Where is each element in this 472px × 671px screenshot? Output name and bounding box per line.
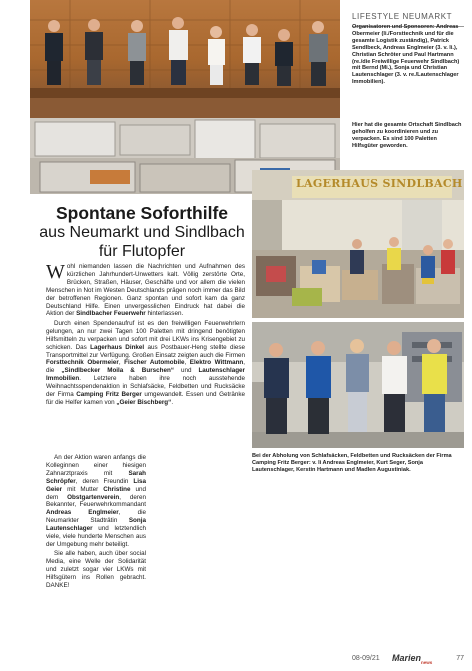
photo-group-pickup (252, 322, 464, 448)
article-body (46, 263, 245, 409)
footer (352, 653, 466, 665)
footer-page-number: 77 (456, 655, 464, 662)
hall-sign-text: LAGERHAUS SINDLBACH (296, 177, 463, 190)
caption-pickup: Bei der Abholung von Schlafsäcken, Feldbetten und Rucksäcken der Firma Camping Fritz Berger: v. li Andreas Englmeier, Kurt Seger, Sonja Lautenschlager, Kerstin Hartmann und Madlen Augustiniak. (252, 453, 452, 473)
photo-lagerhaus-hall (252, 170, 464, 318)
footer-brand: Marien$_{news}$ (392, 653, 433, 665)
drop-cap: W (46, 261, 65, 283)
photo-hall-graphic (252, 170, 464, 318)
caption-organisers: Organisatoren und Sponsoren: Andreas Obermeier (li./Forsttechnik und für die gesamte Logistik zuständig), Patrick Sendlbeck, Andreas Englmeier (3. v. li.), Christian Schröter und Paul Hartmann (re./die Freiwillige Feuerwehr Sindlbach) mit Bernd (Mi.), Sonja und Christian Lautenschlager (3. v. re./Lautenschlager Immobilien). (352, 24, 460, 86)
headline-line-1: Spontane Soforthilfe (55, 203, 229, 223)
article-headline (36, 203, 248, 261)
article-body-narrow (46, 454, 146, 592)
headline-line-2: aus Neumarkt und Sindlbach (39, 224, 245, 241)
article-paragraph-4: Sie alle haben, auch über social Media, eine Welle der Solidarität und zuletzt sogar vier LKWs mit Hilfsgütern ins Rollen gebracht. DANKE! (46, 550, 146, 590)
article-paragraph-3: An der Aktion waren anfangs die Kolleginnen einer hiesigen Zahnarztpraxis mit Sarah Schröpfer, deren Freundin Lisa Geier mit Mutter Christine und dem Obstgartenverein, deren Bekannter, Feuerwehrkommandant Andreas Englmeier, die Neumarkter Stadträtin Sonja Lautenschlager und letztendlich viele, viele hunderte Menschen aus der Umgebung mehr beteiligt. (46, 454, 146, 548)
article-paragraph-1: Wohl niemanden lassen die Nachrichten und Aufnahmen des kürzlichen Jahrhundert-Unwetters kalt. Völlig zerstörte Orte, Brücken, Straßen, Häuser, Geschäfte und vor allem die vielen Menschen in Not im Westen Deutschlands prägen noch immer das Bild der betroffenen Regionen. Ganz spontan und sofort kam da ganz Deutschland Hilfe. Einen unvergesslichen Eindruck hat dabei die Aktion der Sindlbacher Feuerwehr hinterlassen. (46, 261, 245, 318)
section-title: LIFESTYLE NEUMARKT (352, 12, 453, 21)
photo-group-graphic (252, 322, 464, 448)
photo-organisers-graphic (30, 0, 340, 194)
headline-line-3: für Flutopfer (98, 243, 186, 260)
article-paragraph-2: Durch einen Spendenaufruf ist es den freiwilligen Feuerwehrlern gelungen, an nur zwei Tagen 100 Paletten mit dringend benötigten Hilfsmitteln zu verpacken und sofort mit drei LKWs ins Krisengebiet zu schicken. Das Lagerhaus Dinkel aus Postbauer-Heng stellte diese Transportmittel zur Verfügung. Großen Einsatz zeigten auch die Firmen Forsttechnik Obermeier, Fischer Automobile, Elektro Wittmann, die „Sindlbecker Moila & Burschen“ und Lautenschlager Immobilien. Letztere haben ihre noch ausstehende Weihnachtsspendenaktion in Schlafsäcke, Feldbetten und Rucksäcke der Firma Camping Fritz Berger umgewandelt. Essen und Getränke für die Helfer kamen von „Geier Bischberg“. (46, 319, 246, 406)
footer-issue: 08-09/21 (352, 655, 380, 662)
photo-organisers-warehouse (30, 0, 340, 194)
caption-sindlbach: Hier hat die gesamte Ortschaft Sindlbach geholfen zu koordinieren und zu verpacken. Es sind 100 Paletten Hilfsgüter geworden. (352, 122, 462, 149)
